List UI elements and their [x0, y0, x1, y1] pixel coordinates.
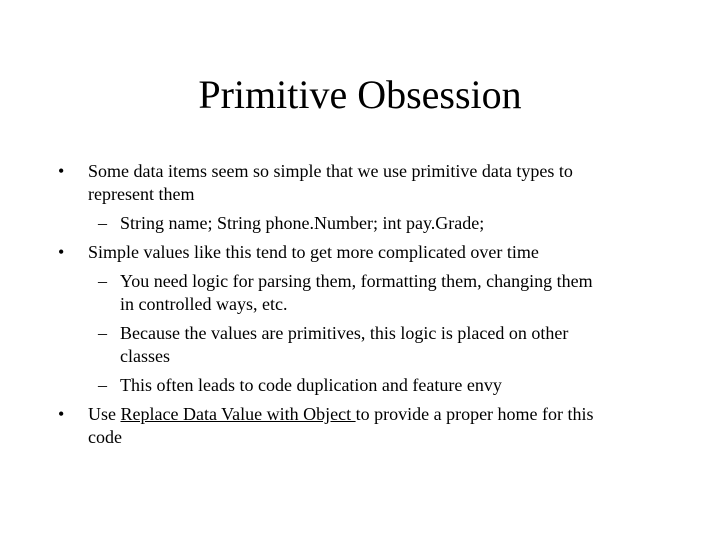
bullet-item: [0, 160, 720, 206]
bullet-item: [0, 241, 720, 264]
bullet-icon: •: [58, 161, 65, 181]
dash-icon: –: [98, 375, 107, 395]
sub-bullet-item: [0, 270, 720, 316]
bullet-icon: •: [58, 242, 65, 262]
sub-bullet-text-line: Because the values are primitives, this logic is placed on other: [120, 323, 569, 343]
sub-bullet-text-line: You need logic for parsing them, formatting them, changing them: [120, 271, 593, 291]
text-suffix: to provide a proper home for this: [355, 404, 594, 424]
dash-icon: –: [98, 271, 107, 291]
refactoring-link[interactable]: Replace Data Value with Object: [120, 404, 356, 424]
sub-bullet-text-line: This often leads to code duplication and feature envy: [120, 375, 502, 395]
text-prefix: Use: [88, 404, 121, 424]
bullet-item: [0, 403, 720, 449]
dash-icon: –: [98, 323, 107, 343]
slide-title: Primitive Obsession: [198, 72, 522, 117]
bullet-text-line: [88, 403, 720, 426]
sub-bullet-text-line: classes: [120, 346, 170, 366]
sub-bullet-text-line: String name; String phone.Number; int pay.Grade;: [120, 213, 485, 233]
sub-bullet-item: [0, 322, 720, 368]
bullet-text-line: Some data items seem so simple that we use primitive data types to: [88, 161, 573, 181]
bullet-text-line: represent them: [88, 184, 195, 204]
sub-bullet-text-line: in controlled ways, etc.: [120, 294, 288, 314]
sub-bullet-item: [0, 212, 720, 235]
bullet-text-line: code: [88, 427, 122, 447]
sub-bullet-item: [0, 374, 720, 397]
bullet-icon: •: [58, 404, 65, 424]
slide-body: [0, 160, 720, 449]
bullet-text-line: Simple values like this tend to get more complicated over time: [88, 242, 539, 262]
dash-icon: –: [98, 213, 107, 233]
